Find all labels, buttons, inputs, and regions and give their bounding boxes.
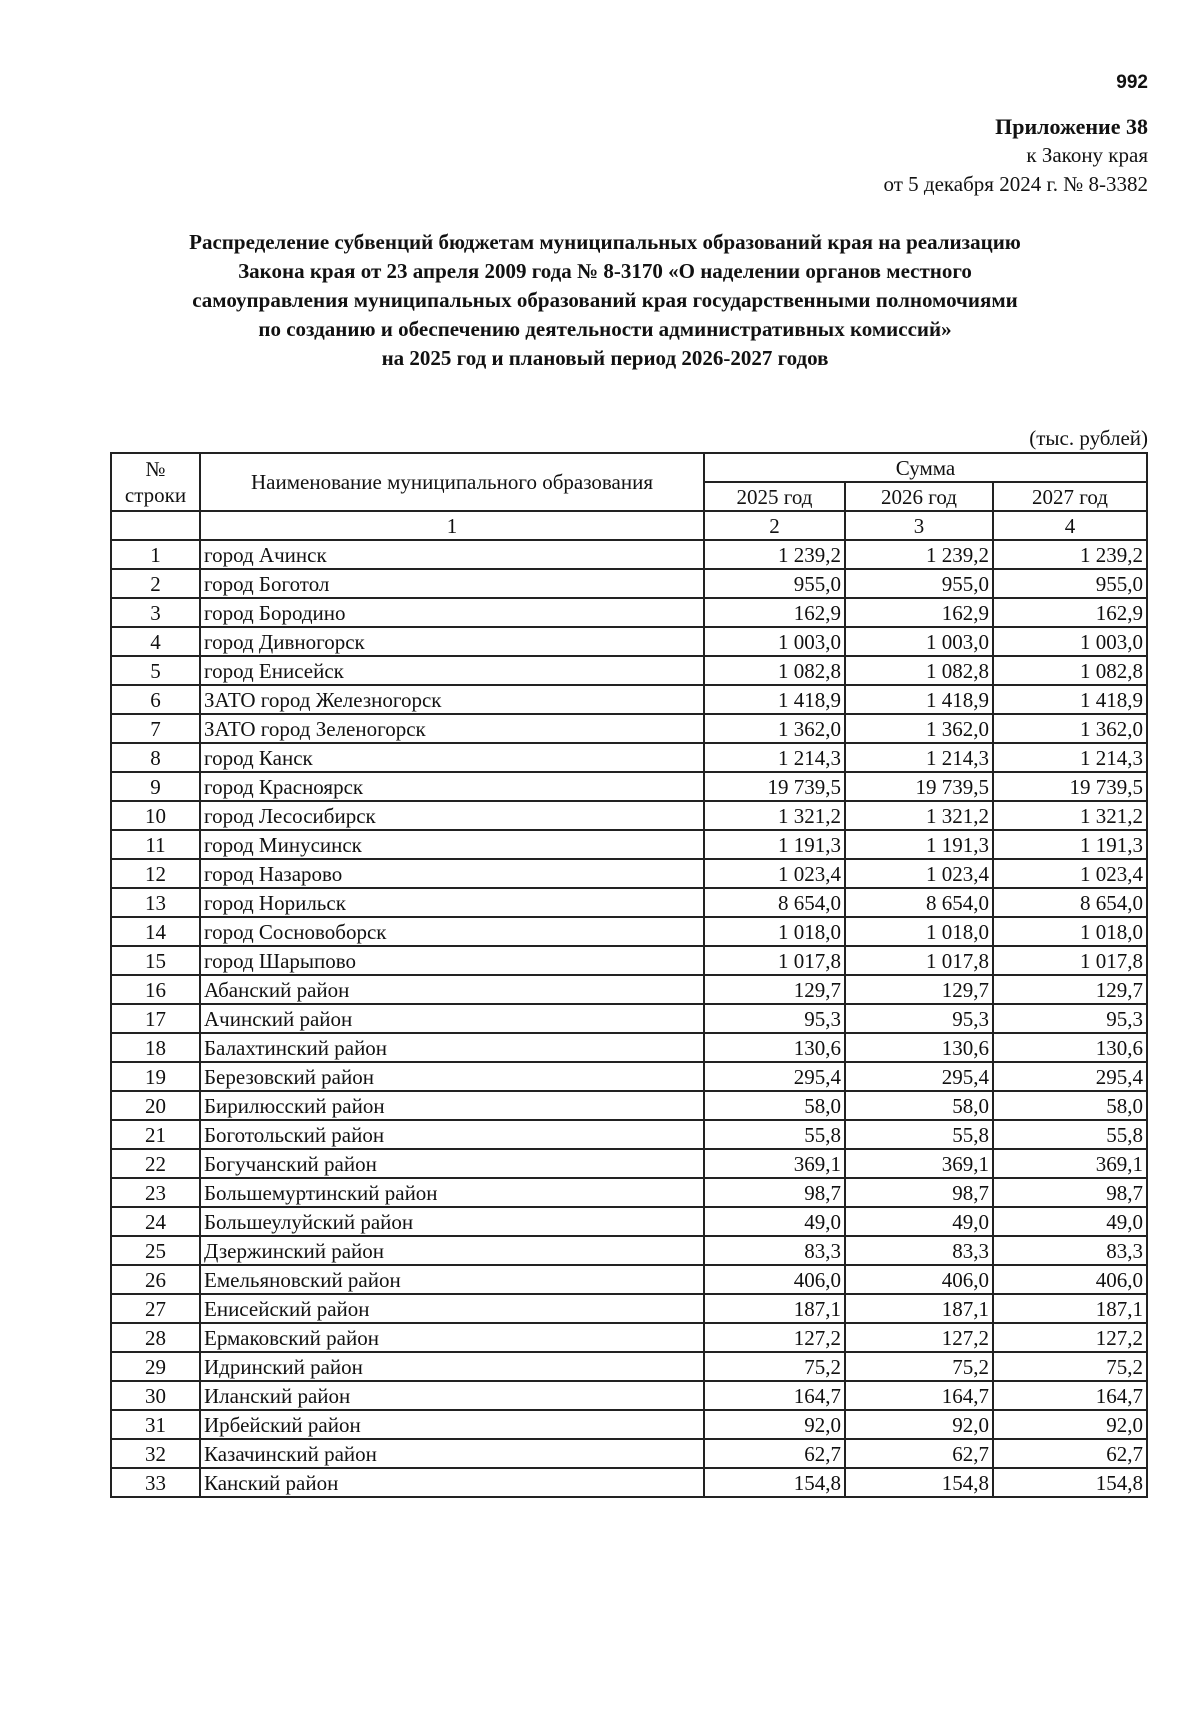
municipality-name-cell: город Сосновоборск bbox=[200, 917, 704, 946]
amount-2025-cell: 129,7 bbox=[704, 975, 845, 1004]
amount-2026-cell: 55,8 bbox=[845, 1120, 993, 1149]
municipality-name-cell: Большемуртинский район bbox=[200, 1178, 704, 1207]
amount-2027-cell: 1 239,2 bbox=[993, 540, 1147, 569]
table-row bbox=[111, 685, 1147, 714]
row-number-cell: 30 bbox=[111, 1381, 200, 1410]
row-number-cell: 18 bbox=[111, 1033, 200, 1062]
municipality-name-cell: Большеулуйский район bbox=[200, 1207, 704, 1236]
amount-2027-cell: 955,0 bbox=[993, 569, 1147, 598]
amount-2026-cell: 369,1 bbox=[845, 1149, 993, 1178]
amount-2025-cell: 164,7 bbox=[704, 1381, 845, 1410]
amount-2026-cell: 49,0 bbox=[845, 1207, 993, 1236]
amount-2025-cell: 1 017,8 bbox=[704, 946, 845, 975]
table-row bbox=[111, 1091, 1147, 1120]
municipality-name-cell: город Ачинск bbox=[200, 540, 704, 569]
amount-2025-cell: 1 362,0 bbox=[704, 714, 845, 743]
municipality-name-cell: Ирбейский район bbox=[200, 1410, 704, 1439]
amount-2026-cell: 62,7 bbox=[845, 1439, 993, 1468]
amount-2026-cell: 19 739,5 bbox=[845, 772, 993, 801]
amount-2026-cell: 1 191,3 bbox=[845, 830, 993, 859]
table-row bbox=[111, 1410, 1147, 1439]
amount-2026-cell: 58,0 bbox=[845, 1091, 993, 1120]
table-row bbox=[111, 1468, 1147, 1497]
row-number-cell: 13 bbox=[111, 888, 200, 917]
amount-2025-cell: 95,3 bbox=[704, 1004, 845, 1033]
table-row bbox=[111, 1207, 1147, 1236]
row-number-cell: 11 bbox=[111, 830, 200, 859]
header-num-sign: № bbox=[145, 457, 166, 481]
amount-2025-cell: 75,2 bbox=[704, 1352, 845, 1381]
municipality-name-cell: Балахтинский район bbox=[200, 1033, 704, 1062]
row-number-cell: 21 bbox=[111, 1120, 200, 1149]
table-row bbox=[111, 743, 1147, 772]
amount-2027-cell: 162,9 bbox=[993, 598, 1147, 627]
row-number-cell: 9 bbox=[111, 772, 200, 801]
column-number: 1 bbox=[200, 511, 704, 540]
amount-2025-cell: 1 418,9 bbox=[704, 685, 845, 714]
row-number-cell: 25 bbox=[111, 1236, 200, 1265]
municipality-name-cell: Бирилюсский район bbox=[200, 1091, 704, 1120]
header-sum: Сумма bbox=[704, 453, 1147, 482]
subvention-table bbox=[110, 452, 1148, 1498]
row-number-cell: 14 bbox=[111, 917, 200, 946]
header-row-number bbox=[111, 453, 200, 511]
amount-2025-cell: 127,2 bbox=[704, 1323, 845, 1352]
amount-2027-cell: 406,0 bbox=[993, 1265, 1147, 1294]
row-number-cell: 15 bbox=[111, 946, 200, 975]
table-row bbox=[111, 1265, 1147, 1294]
appendix-date: от 5 декабря 2024 г. № 8-3382 bbox=[883, 172, 1148, 196]
amount-2027-cell: 130,6 bbox=[993, 1033, 1147, 1062]
row-number-cell: 32 bbox=[111, 1439, 200, 1468]
amount-2025-cell: 1 214,3 bbox=[704, 743, 845, 772]
table-row bbox=[111, 1294, 1147, 1323]
amount-2025-cell: 1 321,2 bbox=[704, 801, 845, 830]
table-row bbox=[111, 1323, 1147, 1352]
municipality-name-cell: город Лесосибирск bbox=[200, 801, 704, 830]
municipality-name-cell: Иланский район bbox=[200, 1381, 704, 1410]
header-name: Наименование муниципального образования bbox=[200, 453, 704, 511]
municipality-name-cell: Ермаковский район bbox=[200, 1323, 704, 1352]
amount-2025-cell: 154,8 bbox=[704, 1468, 845, 1497]
amount-2026-cell: 1 418,9 bbox=[845, 685, 993, 714]
table-row bbox=[111, 772, 1147, 801]
amount-2027-cell: 1 214,3 bbox=[993, 743, 1147, 772]
row-number-cell: 24 bbox=[111, 1207, 200, 1236]
table-row bbox=[111, 888, 1147, 917]
amount-2027-cell: 1 362,0 bbox=[993, 714, 1147, 743]
row-number-cell: 29 bbox=[111, 1352, 200, 1381]
amount-2027-cell: 187,1 bbox=[993, 1294, 1147, 1323]
municipality-name-cell: город Назарово bbox=[200, 859, 704, 888]
amount-2025-cell: 8 654,0 bbox=[704, 888, 845, 917]
amount-2026-cell: 92,0 bbox=[845, 1410, 993, 1439]
municipality-name-cell: ЗАТО город Железногорск bbox=[200, 685, 704, 714]
municipality-name-cell: Ачинский район bbox=[200, 1004, 704, 1033]
row-number-cell: 8 bbox=[111, 743, 200, 772]
amount-2027-cell: 75,2 bbox=[993, 1352, 1147, 1381]
row-number-cell: 1 bbox=[111, 540, 200, 569]
amount-2027-cell: 8 654,0 bbox=[993, 888, 1147, 917]
municipality-name-cell: Казачинский район bbox=[200, 1439, 704, 1468]
header-num-word: строки bbox=[124, 483, 187, 507]
municipality-name-cell: Дзержинский район bbox=[200, 1236, 704, 1265]
amount-2027-cell: 1 191,3 bbox=[993, 830, 1147, 859]
municipality-name-cell: город Шарыпово bbox=[200, 946, 704, 975]
column-number: 2 bbox=[704, 511, 845, 540]
amount-2027-cell: 95,3 bbox=[993, 1004, 1147, 1033]
amount-2026-cell: 130,6 bbox=[845, 1033, 993, 1062]
amount-2027-cell: 49,0 bbox=[993, 1207, 1147, 1236]
page-number: 992 bbox=[1116, 72, 1148, 93]
amount-2025-cell: 130,6 bbox=[704, 1033, 845, 1062]
header-year-2027: 2027 год bbox=[993, 482, 1147, 511]
table-row bbox=[111, 917, 1147, 946]
municipality-name-cell: Емельяновский район bbox=[200, 1265, 704, 1294]
municipality-name-cell: город Норильск bbox=[200, 888, 704, 917]
amount-2026-cell: 95,3 bbox=[845, 1004, 993, 1033]
amount-2025-cell: 406,0 bbox=[704, 1265, 845, 1294]
amount-2026-cell: 1 003,0 bbox=[845, 627, 993, 656]
row-number-cell: 26 bbox=[111, 1265, 200, 1294]
amount-2027-cell: 369,1 bbox=[993, 1149, 1147, 1178]
title-line: Распределение субвенций бюджетам муниципальных образований края на реализацию bbox=[189, 230, 1021, 254]
amount-2025-cell: 83,3 bbox=[704, 1236, 845, 1265]
header-year-2025: 2025 год bbox=[704, 482, 845, 511]
title-line: на 2025 год и плановый период 2026-2027 годов bbox=[381, 346, 829, 370]
table-row bbox=[111, 598, 1147, 627]
municipality-name-cell: город Бородино bbox=[200, 598, 704, 627]
amount-2026-cell: 129,7 bbox=[845, 975, 993, 1004]
municipality-name-cell: город Дивногорск bbox=[200, 627, 704, 656]
municipality-name-cell: Идринский район bbox=[200, 1352, 704, 1381]
amount-2025-cell: 55,8 bbox=[704, 1120, 845, 1149]
table-header-row bbox=[111, 453, 1147, 482]
header-year-2026: 2026 год bbox=[845, 482, 993, 511]
amount-2025-cell: 62,7 bbox=[704, 1439, 845, 1468]
row-number-cell: 20 bbox=[111, 1091, 200, 1120]
appendix-title: Приложение 38 bbox=[995, 114, 1148, 139]
appendix-block bbox=[884, 112, 1148, 199]
amount-2025-cell: 58,0 bbox=[704, 1091, 845, 1120]
amount-2026-cell: 1 362,0 bbox=[845, 714, 993, 743]
table-row bbox=[111, 830, 1147, 859]
row-number-cell: 3 bbox=[111, 598, 200, 627]
row-number-cell: 5 bbox=[111, 656, 200, 685]
amount-2025-cell: 1 003,0 bbox=[704, 627, 845, 656]
amount-2026-cell: 98,7 bbox=[845, 1178, 993, 1207]
amount-2026-cell: 295,4 bbox=[845, 1062, 993, 1091]
amount-2026-cell: 1 017,8 bbox=[845, 946, 993, 975]
row-number-cell: 16 bbox=[111, 975, 200, 1004]
amount-2026-cell: 127,2 bbox=[845, 1323, 993, 1352]
amount-2027-cell: 127,2 bbox=[993, 1323, 1147, 1352]
row-number-cell: 31 bbox=[111, 1410, 200, 1439]
amount-2027-cell: 98,7 bbox=[993, 1178, 1147, 1207]
amount-2025-cell: 92,0 bbox=[704, 1410, 845, 1439]
table-row bbox=[111, 714, 1147, 743]
amount-2026-cell: 75,2 bbox=[845, 1352, 993, 1381]
amount-2026-cell: 164,7 bbox=[845, 1381, 993, 1410]
row-number-cell: 17 bbox=[111, 1004, 200, 1033]
table-row bbox=[111, 540, 1147, 569]
amount-2027-cell: 129,7 bbox=[993, 975, 1147, 1004]
row-number-cell: 7 bbox=[111, 714, 200, 743]
document-title bbox=[100, 228, 1110, 373]
amount-2025-cell: 1 082,8 bbox=[704, 656, 845, 685]
amount-2027-cell: 1 018,0 bbox=[993, 917, 1147, 946]
amount-2025-cell: 98,7 bbox=[704, 1178, 845, 1207]
amount-2027-cell: 1 082,8 bbox=[993, 656, 1147, 685]
row-number-cell: 2 bbox=[111, 569, 200, 598]
municipality-name-cell: город Енисейск bbox=[200, 656, 704, 685]
amount-2027-cell: 19 739,5 bbox=[993, 772, 1147, 801]
amount-2025-cell: 1 239,2 bbox=[704, 540, 845, 569]
table-row bbox=[111, 1062, 1147, 1091]
amount-2025-cell: 369,1 bbox=[704, 1149, 845, 1178]
table-column-numbers-row bbox=[111, 511, 1147, 540]
title-line: по созданию и обеспечению деятельности административных комиссий» bbox=[258, 317, 952, 341]
amount-2026-cell: 1 239,2 bbox=[845, 540, 993, 569]
amount-2025-cell: 1 191,3 bbox=[704, 830, 845, 859]
amount-2027-cell: 58,0 bbox=[993, 1091, 1147, 1120]
municipality-name-cell: Енисейский район bbox=[200, 1294, 704, 1323]
title-line: самоуправления муниципальных образований края государственными полномочиями bbox=[192, 288, 1018, 312]
column-number: 3 bbox=[845, 511, 993, 540]
table-row bbox=[111, 1381, 1147, 1410]
municipality-name-cell: Березовский район bbox=[200, 1062, 704, 1091]
row-number-cell: 10 bbox=[111, 801, 200, 830]
municipality-name-cell: Канский район bbox=[200, 1468, 704, 1497]
row-number-cell: 28 bbox=[111, 1323, 200, 1352]
amount-2025-cell: 187,1 bbox=[704, 1294, 845, 1323]
table-row bbox=[111, 627, 1147, 656]
table-row bbox=[111, 1120, 1147, 1149]
amount-2027-cell: 1 418,9 bbox=[993, 685, 1147, 714]
municipality-name-cell: город Минусинск bbox=[200, 830, 704, 859]
row-number-cell: 22 bbox=[111, 1149, 200, 1178]
units-label: (тыс. рублей) bbox=[1029, 426, 1148, 450]
appendix-law-ref: к Закону края bbox=[1026, 143, 1148, 167]
amount-2027-cell: 92,0 bbox=[993, 1410, 1147, 1439]
row-number-cell: 19 bbox=[111, 1062, 200, 1091]
table-row bbox=[111, 1236, 1147, 1265]
table-row bbox=[111, 859, 1147, 888]
row-number-cell: 23 bbox=[111, 1178, 200, 1207]
amount-2027-cell: 1 017,8 bbox=[993, 946, 1147, 975]
amount-2026-cell: 8 654,0 bbox=[845, 888, 993, 917]
amount-2026-cell: 162,9 bbox=[845, 598, 993, 627]
amount-2027-cell: 83,3 bbox=[993, 1236, 1147, 1265]
table-row bbox=[111, 975, 1147, 1004]
amount-2025-cell: 955,0 bbox=[704, 569, 845, 598]
row-number-cell: 12 bbox=[111, 859, 200, 888]
amount-2025-cell: 162,9 bbox=[704, 598, 845, 627]
amount-2026-cell: 154,8 bbox=[845, 1468, 993, 1497]
amount-2026-cell: 955,0 bbox=[845, 569, 993, 598]
amount-2026-cell: 1 023,4 bbox=[845, 859, 993, 888]
row-number-cell: 33 bbox=[111, 1468, 200, 1497]
table-row bbox=[111, 1149, 1147, 1178]
column-number-empty bbox=[111, 511, 200, 540]
municipality-name-cell: город Красноярск bbox=[200, 772, 704, 801]
table-row bbox=[111, 1352, 1147, 1381]
table-row bbox=[111, 1178, 1147, 1207]
amount-2025-cell: 1 023,4 bbox=[704, 859, 845, 888]
amount-2027-cell: 55,8 bbox=[993, 1120, 1147, 1149]
amount-2026-cell: 83,3 bbox=[845, 1236, 993, 1265]
row-number-cell: 4 bbox=[111, 627, 200, 656]
amount-2025-cell: 19 739,5 bbox=[704, 772, 845, 801]
amount-2027-cell: 1 321,2 bbox=[993, 801, 1147, 830]
amount-2026-cell: 1 082,8 bbox=[845, 656, 993, 685]
table-row bbox=[111, 1004, 1147, 1033]
amount-2027-cell: 154,8 bbox=[993, 1468, 1147, 1497]
amount-2026-cell: 1 214,3 bbox=[845, 743, 993, 772]
municipality-name-cell: Богучанский район bbox=[200, 1149, 704, 1178]
amount-2025-cell: 1 018,0 bbox=[704, 917, 845, 946]
row-number-cell: 6 bbox=[111, 685, 200, 714]
amount-2026-cell: 406,0 bbox=[845, 1265, 993, 1294]
amount-2027-cell: 1 003,0 bbox=[993, 627, 1147, 656]
amount-2025-cell: 295,4 bbox=[704, 1062, 845, 1091]
title-line: Закона края от 23 апреля 2009 года № 8-3170 «О наделении органов местного bbox=[238, 259, 972, 283]
amount-2026-cell: 1 018,0 bbox=[845, 917, 993, 946]
table-body bbox=[111, 540, 1147, 1497]
column-number: 4 bbox=[993, 511, 1147, 540]
amount-2027-cell: 1 023,4 bbox=[993, 859, 1147, 888]
table-row bbox=[111, 656, 1147, 685]
amount-2027-cell: 62,7 bbox=[993, 1439, 1147, 1468]
municipality-name-cell: Абанский район bbox=[200, 975, 704, 1004]
table-row bbox=[111, 1439, 1147, 1468]
row-number-cell: 27 bbox=[111, 1294, 200, 1323]
amount-2027-cell: 295,4 bbox=[993, 1062, 1147, 1091]
amount-2026-cell: 1 321,2 bbox=[845, 801, 993, 830]
table-row bbox=[111, 801, 1147, 830]
amount-2025-cell: 49,0 bbox=[704, 1207, 845, 1236]
table-row bbox=[111, 946, 1147, 975]
municipality-name-cell: город Канск bbox=[200, 743, 704, 772]
municipality-name-cell: город Боготол bbox=[200, 569, 704, 598]
municipality-name-cell: ЗАТО город Зеленогорск bbox=[200, 714, 704, 743]
amount-2026-cell: 187,1 bbox=[845, 1294, 993, 1323]
table-row bbox=[111, 569, 1147, 598]
municipality-name-cell: Боготольский район bbox=[200, 1120, 704, 1149]
amount-2027-cell: 164,7 bbox=[993, 1381, 1147, 1410]
table-row bbox=[111, 1033, 1147, 1062]
